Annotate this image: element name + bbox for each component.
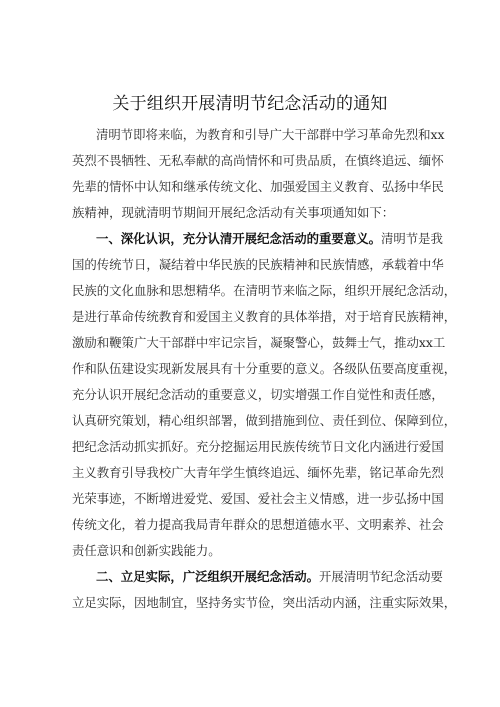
section-1-line: 民族的文化血脉和思想精华。在清明节来临之际，组织开展纪念活动， [72,283,457,298]
section-1-line: 主义教育引导我校广大青年学生慎终追远、缅怀先辈，铭记革命先烈 [72,465,444,480]
intro-line: 清明节即将来临，为教育和引导广大干部群中学习革命先烈和xx [96,127,445,142]
section-1-line: 国的传统节日，凝结着中华民族的民族精神和民族情感，承载着中华 [72,257,444,272]
intro-line: 先辈的情怀中认知和继承传统文化、加强爱国主义教育、弘扬中华民 [72,179,444,194]
section-1-text: 清明节是我 [380,231,443,246]
section-2-line: 立足实际，因地制宜，坚持务实节俭，突出活动内涵，注重实际效果， [72,595,457,610]
section-1-line: 认真研究策划，精心组织部署，做到措施到位、责任到位、保障到位， [72,413,457,428]
section-1-line: 充分认识开展纪念活动的重要意义，切实增强工作自觉性和责任感， [72,387,444,402]
section-2-text: 开展清明节纪念活动要 [319,569,443,584]
section-1-first-line [96,226,443,252]
intro-line: 族精神，现就清明节期间开展纪念活动有关事项通知如下： [72,205,395,220]
section-1-heading: 一、深化认识，充分认清开展纪念活动的重要意义。 [96,231,381,246]
section-1-line: 责任意识和创新实践能力。 [72,543,221,558]
section-1-line: 把纪念活动抓实抓好。充分挖掘运用民族传统节日文化内涵进行爱国 [72,439,444,454]
section-1-line: 光荣事迹，不断增进爱党、爱国、爱社会主义情感，进一步弘扬中国 [72,491,444,506]
section-2-heading: 二、立足实际，广泛组织开展纪念活动。 [96,569,320,584]
document-title: 关于组织开展清明节纪念活动的通知 [112,94,388,114]
section-1-line: 作和队伍建设实现新发展具有十分重要的意义。各级队伍要高度重视， [72,361,457,376]
section-2-first-line [96,564,443,590]
section-1-line: 传统文化，着力提高我局青年群众的思想道德水平、文明素养、社会 [72,517,444,532]
intro-line: 英烈不畏牺牲、无私奉献的高尚情怀和可贵品质，在慎终追远、缅怀 [72,153,444,168]
section-1-line: 激励和鞭策广大干部群中牢记宗旨，凝聚警心，鼓舞士气，推动xx工 [72,335,446,350]
section-1-line: 是进行革命传统教育和爱国主义教育的具体举措，对于培育民族精神， [72,309,457,324]
